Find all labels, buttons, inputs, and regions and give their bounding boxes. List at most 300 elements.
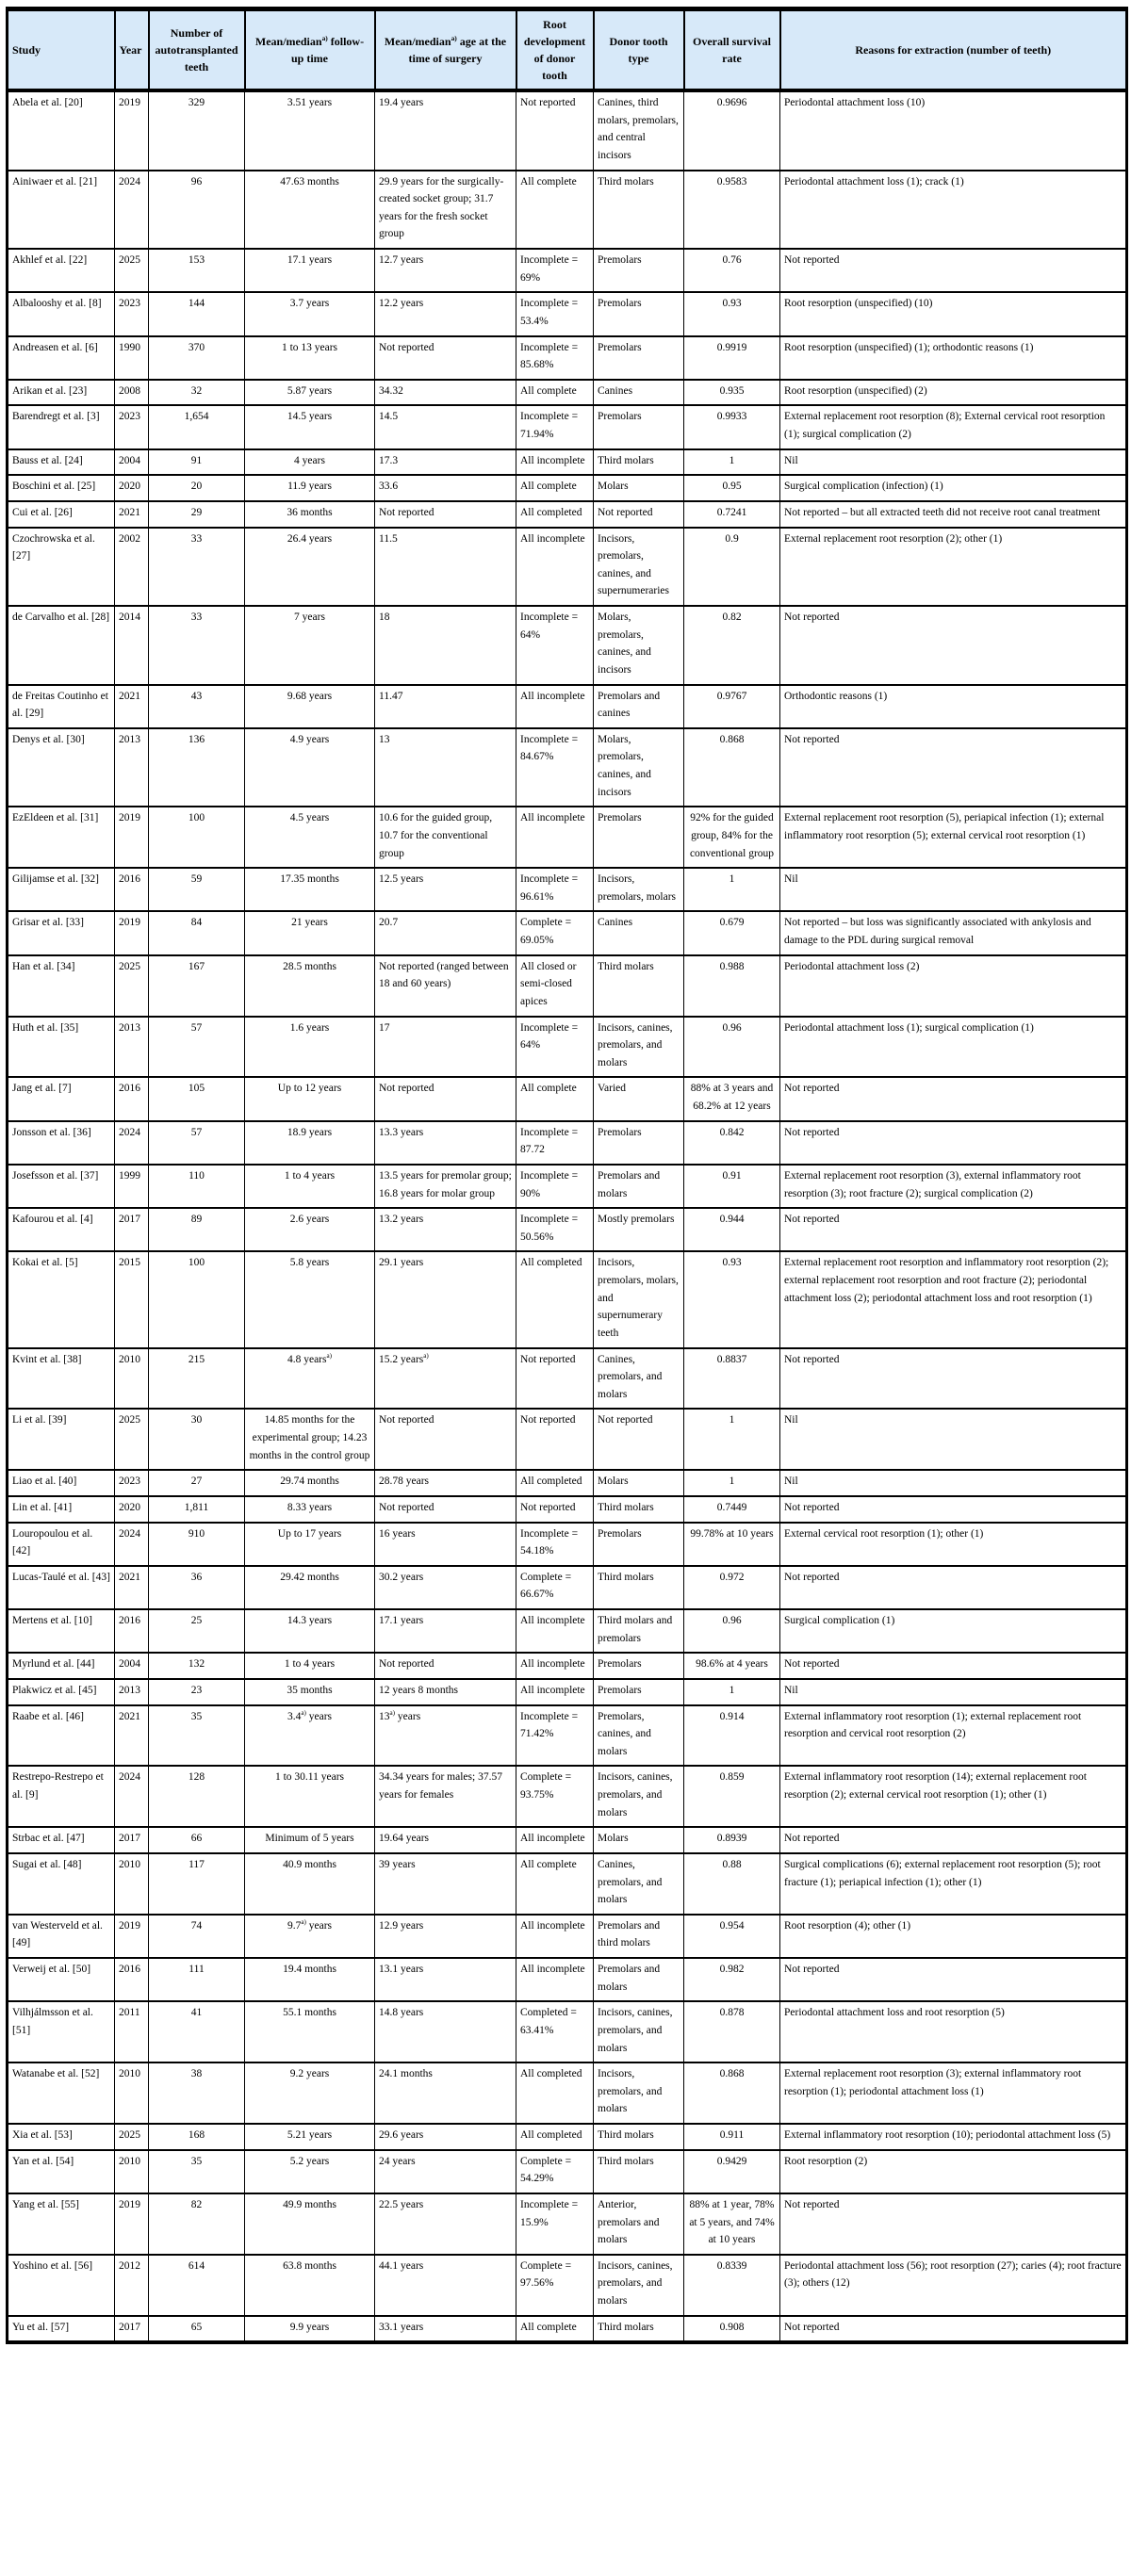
cell-teeth: 25 <box>149 1609 245 1653</box>
cell-age: 18 <box>375 606 516 685</box>
cell-root-development: Incomplete = 71.94% <box>516 405 594 448</box>
cell-survival: 0.93 <box>684 1251 780 1347</box>
cell-study: van Westerveld et al. [49] <box>8 1915 115 1958</box>
cell-study: de Carvalho et al. [28] <box>8 606 115 685</box>
table-row <box>8 249 1127 292</box>
cell-age: 29.1 years <box>375 1251 516 1347</box>
cell-reasons: External replacement root resorption (8); External cervical root resorption (1); surgical complication (2) <box>780 405 1127 448</box>
cell-study: Lin et al. [41] <box>8 1496 115 1523</box>
table-row <box>8 2255 1127 2316</box>
column-header-survival: Overall survival rate <box>684 9 780 91</box>
table-row <box>8 606 1127 685</box>
cell-study: Xia et al. [53] <box>8 2124 115 2150</box>
cell-survival: 88% at 3 years and 68.2% at 12 years <box>684 1077 780 1120</box>
cell-age: 33.6 <box>375 475 516 501</box>
cell-study: Li et al. [39] <box>8 1409 115 1470</box>
cell-study: Kvint et al. [38] <box>8 1348 115 1410</box>
cell-teeth: 167 <box>149 955 245 1017</box>
cell-age: 34.34 years for males; 37.57 years for females <box>375 1766 516 1827</box>
cell-year: 2016 <box>115 868 149 911</box>
table-row <box>8 868 1127 911</box>
cell-age: 30.2 years <box>375 1566 516 1609</box>
table-row <box>8 1958 1127 2001</box>
cell-root-development: All complete <box>516 171 594 250</box>
cell-survival: 0.972 <box>684 1566 780 1609</box>
table-row <box>8 528 1127 607</box>
table-row <box>8 1766 1127 1827</box>
table-row <box>8 380 1127 406</box>
cell-year: 1999 <box>115 1165 149 1208</box>
cell-survival: 1 <box>684 1679 780 1705</box>
cell-age: 44.1 years <box>375 2255 516 2316</box>
cell-donor-type: Molars <box>594 1470 684 1496</box>
table-row <box>8 1121 1127 1165</box>
table-row <box>8 1853 1127 1915</box>
cell-teeth: 65 <box>149 2316 245 2343</box>
cell-reasons: Not reported <box>780 1348 1127 1410</box>
cell-age: 29.9 years for the surgically-created socket group; 31.7 years for the fresh socket group <box>375 171 516 250</box>
cell-year: 2004 <box>115 449 149 476</box>
cell-reasons: Not reported <box>780 2193 1127 2255</box>
cell-year: 2024 <box>115 1766 149 1827</box>
cell-follow-up: 35 months <box>245 1679 375 1705</box>
table-row <box>8 1915 1127 1958</box>
cell-age: 11.5 <box>375 528 516 607</box>
cell-donor-type: Canines <box>594 380 684 406</box>
cell-donor-type: Incisors, canines, premolars, and molars <box>594 1017 684 1078</box>
cell-teeth: 35 <box>149 1705 245 1767</box>
cell-reasons: Not reported – but all extracted teeth did not receive root canal treatment <box>780 501 1127 528</box>
cell-donor-type: Premolars <box>594 1523 684 1566</box>
table-row <box>8 405 1127 448</box>
cell-donor-type: Not reported <box>594 1409 684 1470</box>
cell-teeth: 59 <box>149 868 245 911</box>
cell-study: Verweij et al. [50] <box>8 1958 115 2001</box>
cell-reasons: Not reported <box>780 1653 1127 1679</box>
cell-year: 2024 <box>115 171 149 250</box>
table-row <box>8 2001 1127 2062</box>
cell-year: 2014 <box>115 606 149 685</box>
cell-year: 2017 <box>115 1827 149 1853</box>
footnote-marker: a) <box>321 34 328 42</box>
cell-reasons: Not reported <box>780 1496 1127 1523</box>
cell-follow-up: 5.21 years <box>245 2124 375 2150</box>
cell-teeth: 100 <box>149 1251 245 1347</box>
cell-donor-type: Premolars, canines, and molars <box>594 1705 684 1767</box>
cell-teeth: 82 <box>149 2193 245 2255</box>
cell-donor-type: Third molars <box>594 2124 684 2150</box>
cell-study: Han et al. [34] <box>8 955 115 1017</box>
cell-donor-type: Third molars <box>594 1496 684 1523</box>
cell-teeth: 144 <box>149 292 245 335</box>
cell-donor-type: Third molars <box>594 449 684 476</box>
cell-year: 2017 <box>115 1208 149 1251</box>
cell-year: 2020 <box>115 475 149 501</box>
cell-root-development: Incomplete = 15.9% <box>516 2193 594 2255</box>
cell-follow-up: 1.6 years <box>245 1017 375 1078</box>
cell-year: 2023 <box>115 405 149 448</box>
cell-year: 2012 <box>115 2255 149 2316</box>
table-row <box>8 449 1127 476</box>
cell-follow-up: 19.4 months <box>245 1958 375 2001</box>
cell-teeth: 33 <box>149 528 245 607</box>
cell-reasons: Nil <box>780 1679 1127 1705</box>
cell-reasons: Root resorption (2) <box>780 2150 1127 2193</box>
cell-root-development: All complete <box>516 475 594 501</box>
cell-root-development: All completed <box>516 2124 594 2150</box>
cell-donor-type: Third molars <box>594 1566 684 1609</box>
cell-survival: 99.78% at 10 years <box>684 1523 780 1566</box>
cell-reasons: Periodontal attachment loss (56); root resorption (27); caries (4); root fracture (3); others (12) <box>780 2255 1127 2316</box>
cell-donor-type: Premolars <box>594 1679 684 1705</box>
cell-root-development: All incomplete <box>516 528 594 607</box>
cell-year: 2011 <box>115 2001 149 2062</box>
cell-root-development: Incomplete = 90% <box>516 1165 594 1208</box>
cell-root-development: Incomplete = 54.18% <box>516 1523 594 1566</box>
cell-donor-type: Mostly premolars <box>594 1208 684 1251</box>
cell-survival: 0.82 <box>684 606 780 685</box>
header-row <box>8 9 1127 91</box>
cell-reasons: Not reported <box>780 1958 1127 2001</box>
cell-reasons: Root resorption (4); other (1) <box>780 1915 1127 1958</box>
cell-root-development: All complete <box>516 1077 594 1120</box>
cell-survival: 0.679 <box>684 911 780 954</box>
cell-donor-type: Premolars <box>594 249 684 292</box>
cell-survival: 0.93 <box>684 292 780 335</box>
cell-teeth: 132 <box>149 1653 245 1679</box>
table-row <box>8 1566 1127 1609</box>
cell-follow-up: 28.5 months <box>245 955 375 1017</box>
cell-survival: 0.935 <box>684 380 780 406</box>
cell-study: Watanabe et al. [52] <box>8 2062 115 2124</box>
cell-follow-up: 7 years <box>245 606 375 685</box>
cell-reasons: Nil <box>780 1409 1127 1470</box>
table-row <box>8 1017 1127 1078</box>
cell-study: Yan et al. [54] <box>8 2150 115 2193</box>
cell-year: 2024 <box>115 1121 149 1165</box>
cell-study: Huth et al. [35] <box>8 1017 115 1078</box>
cell-follow-up: 4 years <box>245 449 375 476</box>
cell-age: 13.5 years for premolar group; 16.8 years for molar group <box>375 1165 516 1208</box>
cell-follow-up: 21 years <box>245 911 375 954</box>
column-header-follow-up: Mean/median$^{a)}$ follow-up time <box>245 9 375 91</box>
cell-teeth: 215 <box>149 1348 245 1410</box>
cell-root-development: All incomplete <box>516 449 594 476</box>
cell-root-development: Incomplete = 71.42% <box>516 1705 594 1767</box>
cell-year: 2020 <box>115 1496 149 1523</box>
cell-root-development: Not reported <box>516 1409 594 1470</box>
cell-follow-up: Minimum of 5 years <box>245 1827 375 1853</box>
cell-donor-type: Molars <box>594 1827 684 1853</box>
cell-reasons: Orthodontic reasons (1) <box>780 685 1127 728</box>
cell-root-development: Not reported <box>516 1348 594 1410</box>
cell-follow-up: 26.4 years <box>245 528 375 607</box>
cell-follow-up: 4.9 years <box>245 728 375 807</box>
cell-study: EzEldeen et al. [31] <box>8 807 115 868</box>
cell-donor-type: Canines, third molars, premolars, and central incisors <box>594 90 684 171</box>
cell-follow-up: 29.74 months <box>245 1470 375 1496</box>
cell-root-development: Incomplete = 53.4% <box>516 292 594 335</box>
cell-reasons: Surgical complication (infection) (1) <box>780 475 1127 501</box>
cell-year: 2021 <box>115 1705 149 1767</box>
cell-survival: 0.96 <box>684 1017 780 1078</box>
column-header-year: Year <box>115 9 149 91</box>
cell-year: 2013 <box>115 728 149 807</box>
cell-age: 10.6 for the guided group, 10.7 for the conventional group <box>375 807 516 868</box>
cell-study: Albalooshy et al. [8] <box>8 292 115 335</box>
cell-study: Jang et al. [7] <box>8 1077 115 1120</box>
cell-donor-type: Premolars <box>594 1653 684 1679</box>
cell-root-development: Complete = 54.29% <box>516 2150 594 2193</box>
cell-age: 12.9 years <box>375 1915 516 1958</box>
cell-survival: 0.9583 <box>684 171 780 250</box>
cell-follow-up: 4.5 years <box>245 807 375 868</box>
table-row <box>8 2150 1127 2193</box>
cell-donor-type: Canines, premolars, and molars <box>594 1348 684 1410</box>
cell-study: Myrlund et al. [44] <box>8 1653 115 1679</box>
cell-follow-up: 36 months <box>245 501 375 528</box>
cell-root-development: Complete = 69.05% <box>516 911 594 954</box>
cell-study: Kokai et al. [5] <box>8 1251 115 1347</box>
cell-survival: 0.868 <box>684 2062 780 2124</box>
cell-study: Sugai et al. [48] <box>8 1853 115 1915</box>
cell-survival: 0.9767 <box>684 685 780 728</box>
cell-follow-up: 9.9 years <box>245 2316 375 2343</box>
cell-age: 19.64 years <box>375 1827 516 1853</box>
cell-study: Arikan et al. [23] <box>8 380 115 406</box>
cell-survival: 0.91 <box>684 1165 780 1208</box>
cell-survival: 0.842 <box>684 1121 780 1165</box>
cell-age: 14.8 years <box>375 2001 516 2062</box>
cell-follow-up: 9.68 years <box>245 685 375 728</box>
footnote-marker: a) <box>301 1917 306 1926</box>
cell-teeth: 38 <box>149 2062 245 2124</box>
cell-donor-type: Anterior, premolars and molars <box>594 2193 684 2255</box>
cell-year: 2025 <box>115 2124 149 2150</box>
cell-teeth: 153 <box>149 249 245 292</box>
cell-study: Denys et al. [30] <box>8 728 115 807</box>
table-row <box>8 728 1127 807</box>
cell-reasons: Surgical complication (1) <box>780 1609 1127 1653</box>
cell-age: 14.5 <box>375 405 516 448</box>
cell-survival: 0.76 <box>684 249 780 292</box>
cell-donor-type: Canines <box>594 911 684 954</box>
cell-survival: 1 <box>684 1470 780 1496</box>
cell-donor-type: Third molars <box>594 955 684 1017</box>
cell-year: 2019 <box>115 807 149 868</box>
cell-reasons: Not reported <box>780 2316 1127 2343</box>
cell-donor-type: Premolars <box>594 807 684 868</box>
cell-follow-up: 3.7 years <box>245 292 375 335</box>
cell-root-development: Complete = 93.75% <box>516 1766 594 1827</box>
cell-study: Plakwicz et al. [45] <box>8 1679 115 1705</box>
cell-age: 33.1 years <box>375 2316 516 2343</box>
cell-age: 17 <box>375 1017 516 1078</box>
table-row <box>8 1208 1127 1251</box>
cell-survival: 0.9919 <box>684 336 780 380</box>
cell-teeth: 36 <box>149 1566 245 1609</box>
table-row <box>8 1653 1127 1679</box>
cell-reasons: Periodontal attachment loss and root resorption (5) <box>780 2001 1127 2062</box>
table-row <box>8 292 1127 335</box>
cell-year: 2025 <box>115 249 149 292</box>
cell-study: Abela et al. [20] <box>8 90 115 171</box>
cell-follow-up: 49.9 months <box>245 2193 375 2255</box>
cell-survival: 0.914 <box>684 1705 780 1767</box>
cell-year: 2010 <box>115 1853 149 1915</box>
cell-year: 2023 <box>115 1470 149 1496</box>
footnote-marker: a) <box>451 34 457 42</box>
cell-reasons: Not reported – but loss was significantly associated with ankylosis and damage to the PDL during surgical removal <box>780 911 1127 954</box>
cell-survival: 0.868 <box>684 728 780 807</box>
cell-age: 15.2 years$^{a)}$ <box>375 1348 516 1410</box>
cell-study: Grisar et al. [33] <box>8 911 115 954</box>
cell-survival: 0.7241 <box>684 501 780 528</box>
cell-donor-type: Incisors, premolars, and molars <box>594 2062 684 2124</box>
cell-donor-type: Premolars <box>594 405 684 448</box>
table-row <box>8 1077 1127 1120</box>
cell-reasons: Root resorption (unspecified) (1); orthodontic reasons (1) <box>780 336 1127 380</box>
cell-study: Liao et al. [40] <box>8 1470 115 1496</box>
cell-year: 2016 <box>115 1958 149 2001</box>
cell-donor-type: Premolars and molars <box>594 1165 684 1208</box>
table-row <box>8 501 1127 528</box>
cell-donor-type: Third molars <box>594 2150 684 2193</box>
table-row <box>8 1523 1127 1566</box>
cell-reasons: Periodontal attachment loss (1); surgical complication (1) <box>780 1017 1127 1078</box>
cell-follow-up: 47.63 months <box>245 171 375 250</box>
cell-teeth: 96 <box>149 171 245 250</box>
cell-year: 2013 <box>115 1017 149 1078</box>
cell-age: Not reported <box>375 336 516 380</box>
cell-reasons: Not reported <box>780 1827 1127 1853</box>
cell-donor-type: Canines, premolars, and molars <box>594 1853 684 1915</box>
cell-age: Not reported <box>375 1409 516 1470</box>
cell-teeth: 910 <box>149 1523 245 1566</box>
cell-follow-up: Up to 12 years <box>245 1077 375 1120</box>
cell-root-development: All completed <box>516 1251 594 1347</box>
cell-root-development: All completed <box>516 501 594 528</box>
cell-year: 2021 <box>115 1566 149 1609</box>
cell-follow-up: 14.85 months for the experimental group; 14.23 months in the control group <box>245 1409 375 1470</box>
cell-year: 2025 <box>115 955 149 1017</box>
cell-follow-up: 9.2 years <box>245 2062 375 2124</box>
cell-survival: 0.944 <box>684 1208 780 1251</box>
cell-age: 19.4 years <box>375 90 516 171</box>
cell-survival: 0.7449 <box>684 1496 780 1523</box>
cell-donor-type: Premolars <box>594 1121 684 1165</box>
cell-study: Andreasen et al. [6] <box>8 336 115 380</box>
cell-age: 16 years <box>375 1523 516 1566</box>
cell-study: Lucas-Taulé et al. [43] <box>8 1566 115 1609</box>
column-header-teeth: Number of autotransplanted teeth <box>149 9 245 91</box>
cell-survival: 0.96 <box>684 1609 780 1653</box>
cell-root-development: All incomplete <box>516 1958 594 2001</box>
cell-age: 13.2 years <box>375 1208 516 1251</box>
cell-teeth: 128 <box>149 1766 245 1827</box>
cell-age: 12.2 years <box>375 292 516 335</box>
cell-survival: 0.9933 <box>684 405 780 448</box>
cell-follow-up: Up to 17 years <box>245 1523 375 1566</box>
cell-year: 2016 <box>115 1077 149 1120</box>
cell-follow-up: 5.87 years <box>245 380 375 406</box>
cell-follow-up: 1 to 4 years <box>245 1165 375 1208</box>
cell-reasons: External replacement root resorption (2); other (1) <box>780 528 1127 607</box>
cell-donor-type: Incisors, premolars, molars, and supernumerary teeth <box>594 1251 684 1347</box>
cell-survival: 92% for the guided group, 84% for the conventional group <box>684 807 780 868</box>
cell-teeth: 57 <box>149 1017 245 1078</box>
cell-follow-up: 2.6 years <box>245 1208 375 1251</box>
cell-age: 20.7 <box>375 911 516 954</box>
cell-donor-type: Premolars <box>594 292 684 335</box>
cell-follow-up: 1 to 30.11 years <box>245 1766 375 1827</box>
footnote-marker: a) <box>301 1708 306 1717</box>
cell-year: 2008 <box>115 380 149 406</box>
cell-survival: 98.6% at 4 years <box>684 1653 780 1679</box>
cell-follow-up: 4.8 years$^{a)}$ <box>245 1348 375 1410</box>
footnote-marker: a) <box>423 1351 429 1360</box>
cell-age: 24 years <box>375 2150 516 2193</box>
cell-reasons: Nil <box>780 868 1127 911</box>
cell-study: Louropoulou et al. [42] <box>8 1523 115 1566</box>
cell-study: Yoshino et al. [56] <box>8 2255 115 2316</box>
cell-reasons: Not reported <box>780 1566 1127 1609</box>
cell-survival: 0.9 <box>684 528 780 607</box>
cell-donor-type: Incisors, canines, premolars, and molars <box>594 2255 684 2316</box>
cell-study: Boschini et al. [25] <box>8 475 115 501</box>
cell-reasons: External inflammatory root resorption (14); external replacement root resorption (2); external cervical root resorption (1); other (1) <box>780 1766 1127 1827</box>
cell-survival: 0.982 <box>684 1958 780 2001</box>
cell-teeth: 91 <box>149 449 245 476</box>
table-row <box>8 1679 1127 1705</box>
cell-study: Josefsson et al. [37] <box>8 1165 115 1208</box>
cell-root-development: Incomplete = 64% <box>516 606 594 685</box>
cell-follow-up: 9.7$^{a)}$ years <box>245 1915 375 1958</box>
cell-donor-type: Third molars <box>594 171 684 250</box>
cell-donor-type: Third molars and premolars <box>594 1609 684 1653</box>
table-row <box>8 90 1127 171</box>
cell-teeth: 1,811 <box>149 1496 245 1523</box>
cell-root-development: Not reported <box>516 90 594 171</box>
cell-teeth: 33 <box>149 606 245 685</box>
cell-age: 39 years <box>375 1853 516 1915</box>
cell-donor-type: Incisors, canines, premolars, and molars <box>594 2001 684 2062</box>
table-row <box>8 2193 1127 2255</box>
cell-survival: 0.908 <box>684 2316 780 2343</box>
cell-age: 28.78 years <box>375 1470 516 1496</box>
cell-year: 2025 <box>115 1409 149 1470</box>
cell-teeth: 100 <box>149 807 245 868</box>
cell-follow-up: 17.35 months <box>245 868 375 911</box>
cell-year: 2004 <box>115 1653 149 1679</box>
cell-teeth: 29 <box>149 501 245 528</box>
cell-age: 13.1 years <box>375 1958 516 2001</box>
cell-age: 11.47 <box>375 685 516 728</box>
cell-age: 12.7 years <box>375 249 516 292</box>
cell-survival: 0.878 <box>684 2001 780 2062</box>
cell-reasons: External inflammatory root resorption (1); external replacement root resorption and cervical root resorption (2) <box>780 1705 1127 1767</box>
cell-donor-type: Third molars <box>594 2316 684 2343</box>
table-row <box>8 1470 1127 1496</box>
cell-teeth: 66 <box>149 1827 245 1853</box>
cell-donor-type: Molars, premolars, canines, and incisors <box>594 606 684 685</box>
cell-root-development: All completed <box>516 2062 594 2124</box>
cell-follow-up: 8.33 years <box>245 1496 375 1523</box>
cell-teeth: 111 <box>149 1958 245 2001</box>
cell-survival: 0.95 <box>684 475 780 501</box>
cell-study: Akhlef et al. [22] <box>8 249 115 292</box>
cell-reasons: External replacement root resorption (3); external inflammatory root resorption (1); periodontal attachment loss (1) <box>780 2062 1127 2124</box>
